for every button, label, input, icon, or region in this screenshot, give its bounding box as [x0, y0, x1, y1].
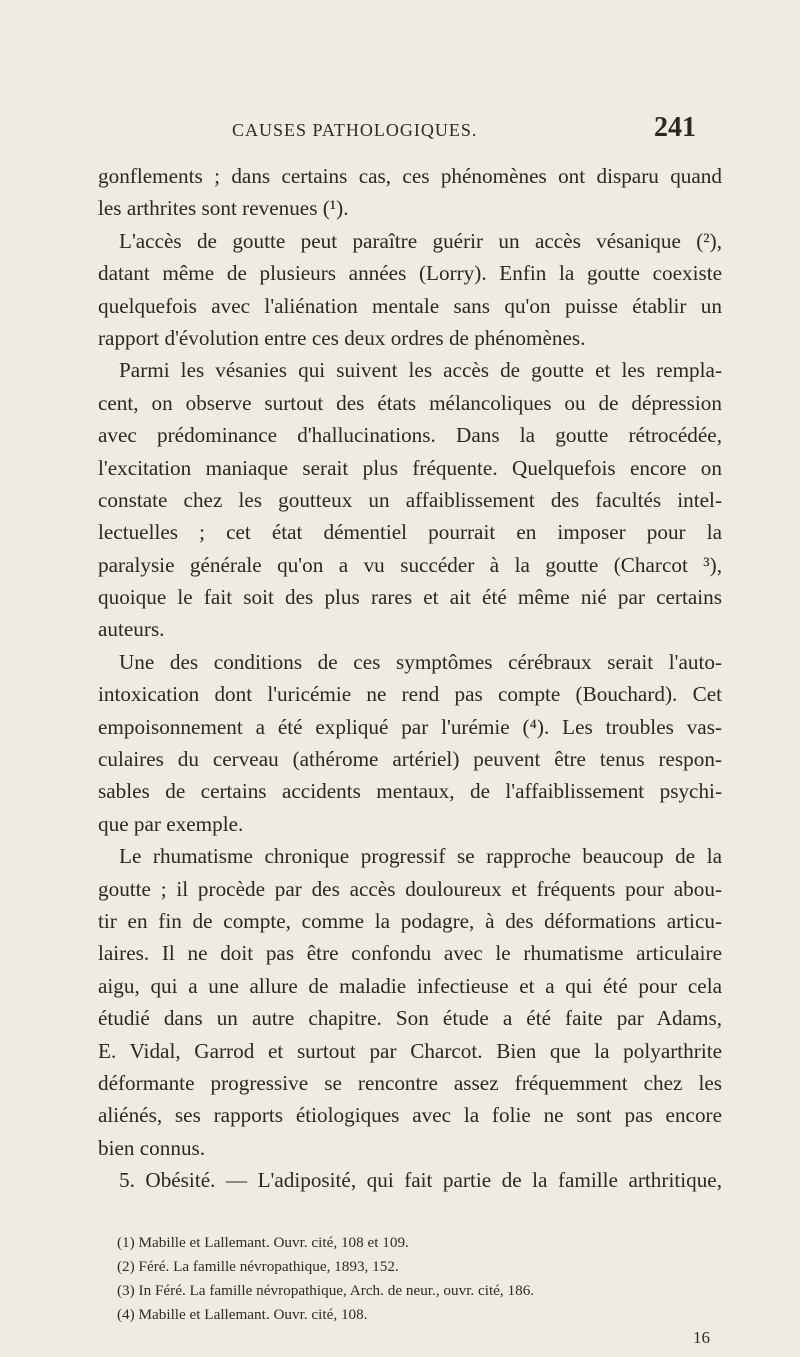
text-line: avec prédominance d'hallucinations. Dans la goutte rétrocédée,: [98, 423, 722, 448]
footnote: (2) Féré. La famille névropathique, 1893, 152.: [117, 1258, 399, 1275]
text-line: datant même de plusieurs années (Lorry). Enfin la goutte coexiste: [98, 261, 722, 286]
text-line: sables de certains accidents mentaux, de l'affaiblissement psychi-: [98, 779, 722, 804]
text-line: bien connus.: [98, 1135, 206, 1160]
text-line: Une des conditions de ces symptômes cérébraux serait l'auto-: [119, 649, 722, 674]
text-line: goutte ; il procède par des accès douloureux et fréquents pour abou-: [98, 876, 722, 901]
signature-folio: 16: [693, 1328, 710, 1347]
text-line: cent, on observe surtout des états mélancoliques ou de dépression: [98, 390, 722, 415]
text-line: quoique le fait soit des plus rares et ait été même nié par certains: [98, 585, 722, 610]
text-line: rapport d'évolution entre ces deux ordres de phénomènes.: [98, 325, 586, 350]
text-line: étudié dans un autre chapitre. Son étude a été faite par Adams,: [98, 1006, 722, 1031]
footnote: (3) In Féré. La famille névropathique, Arch. de neur., ouvr. cité, 186.: [117, 1282, 535, 1299]
running-title: CAUSES PATHOLOGIQUES.: [232, 120, 478, 140]
footnote: (1) Mabille et Lallemant. Ouvr. cité, 108 et 109.: [117, 1234, 409, 1251]
text-line: gonflements ; dans certains cas, ces phénomènes ont disparu quand: [98, 164, 722, 188]
text-line: intoxication dont l'uricémie ne rend pas compte (Bouchard). Cet: [98, 682, 722, 707]
text-line: que par exemple.: [98, 811, 244, 836]
page-number: 241: [654, 112, 696, 143]
text-line: Parmi les vésanies qui suivent les accès de goutte et les rempla-: [119, 358, 722, 383]
text-line: lectuelles ; cet état démentiel pourrait en imposer pour la: [98, 520, 722, 545]
page-header: [232, 112, 712, 152]
text-line: constate chez les goutteux un affaiblissement des facultés intel-: [98, 487, 722, 512]
text-line: 5. Obésité. — L'adiposité, qui fait partie de la famille arthritique,: [119, 1168, 722, 1193]
text-line: quelquefois avec l'aliénation mentale sans qu'on puisse établir un: [98, 293, 722, 318]
text-line: Le rhumatisme chronique progressif se rapproche beaucoup de la: [119, 844, 722, 869]
body-text: [98, 160, 722, 1197]
text-line: auteurs.: [98, 617, 165, 642]
text-line: aliénés, ses rapports étiologiques avec la folie ne sont pas encore: [98, 1103, 722, 1128]
text-line: les arthrites sont revenues (¹).: [98, 196, 349, 221]
text-line: laires. Il ne doit pas être confondu avec le rhumatisme articulaire: [98, 941, 722, 966]
footnote: (4) Mabille et Lallemant. Ouvr. cité, 108.: [117, 1306, 368, 1323]
text-line: paralysie générale qu'on a vu succéder à la goutte (Charcot ³),: [98, 552, 722, 577]
text-line: empoisonnement a été expliqué par l'urémie (⁴). Les troubles vas-: [98, 714, 722, 739]
text-line: aigu, qui a une allure de maladie infectieuse et a qui été pour cela: [98, 973, 722, 998]
text-line: tir en fin de compte, comme la podagre, à des déformations articu-: [98, 908, 722, 933]
footnotes: [117, 1231, 717, 1327]
text-line: l'excitation maniaque serait plus fréquente. Quelquefois encore on: [98, 455, 722, 480]
text-line: culaires du cerveau (athérome artériel) peuvent être tenus respon-: [98, 747, 722, 772]
text-line: L'accès de goutte peut paraître guérir un accès vésanique (²),: [119, 228, 722, 253]
text-line: E. Vidal, Garrod et surtout par Charcot. Bien que la polyarthrite: [98, 1038, 722, 1063]
text-line: déformante progressive se rencontre assez fréquemment chez les: [98, 1070, 722, 1095]
